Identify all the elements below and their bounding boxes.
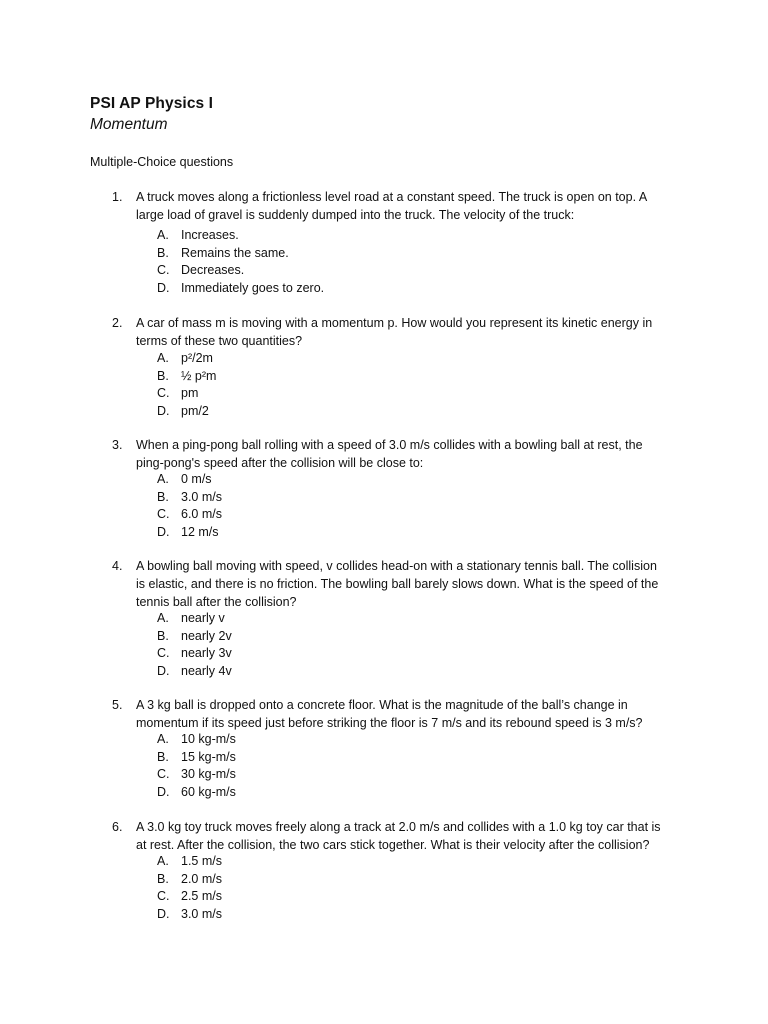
question-line: ping-pong's speed after the collision will be close to:	[136, 456, 424, 470]
choice-text: 6.0 m/s	[181, 507, 222, 521]
answer-choices	[157, 227, 324, 297]
choice-a	[157, 227, 324, 245]
choice-c	[157, 262, 324, 280]
document-subtitle: Momentum	[90, 116, 168, 133]
choice-text: 2.0 m/s	[181, 871, 222, 886]
choice-letter: B.	[157, 628, 169, 643]
question-line: large load of gravel is suddenly dumped into the truck. The velocity of the truck:	[136, 208, 575, 222]
choice-d	[157, 403, 216, 421]
answer-choices	[157, 350, 216, 420]
choice-b	[157, 489, 222, 507]
choice-b	[157, 871, 222, 889]
choice-text: nearly 2v	[181, 628, 232, 643]
section-heading: Multiple-Choice questions	[90, 155, 234, 169]
choice-letter: A.	[157, 472, 169, 486]
question-text	[136, 188, 681, 224]
choice-text: Decreases.	[181, 263, 245, 277]
choice-b	[157, 368, 216, 386]
choice-text: 12 m/s	[181, 524, 219, 539]
choice-c	[157, 645, 232, 663]
choice-letter: C.	[157, 646, 170, 660]
choice-letter: B.	[157, 489, 169, 504]
question-number: 2.	[112, 316, 123, 330]
choice-d	[157, 784, 236, 802]
question-text	[136, 818, 681, 854]
question-line: When a ping-pong ball rolling with a speed of 3.0 m/s collides with a bowling ball at rest, the	[136, 438, 643, 452]
choice-a	[157, 731, 236, 749]
choice-text: Immediately goes to zero.	[181, 280, 325, 295]
choice-text: nearly 3v	[181, 646, 232, 660]
choice-a	[157, 471, 222, 489]
choice-a	[157, 853, 222, 871]
choice-letter: C.	[157, 507, 170, 521]
question-line: terms of these two quantities?	[136, 334, 303, 348]
choice-text: 10 kg-m/s	[181, 732, 236, 746]
choice-text: ½ p²m	[181, 368, 217, 383]
choice-c	[157, 506, 222, 524]
question-number: 3.	[112, 438, 123, 452]
choice-letter: D.	[157, 280, 170, 295]
question-number: 1.	[112, 190, 123, 204]
choice-b	[157, 749, 236, 767]
question-line: tennis ball after the collision?	[136, 595, 297, 609]
choice-letter: B.	[157, 749, 169, 764]
question-number: 6.	[112, 820, 123, 834]
choice-letter: B.	[157, 871, 169, 886]
choice-text: 3.0 m/s	[181, 906, 222, 921]
choice-d	[157, 663, 232, 681]
answer-choices	[157, 853, 222, 923]
choice-text: 2.5 m/s	[181, 889, 222, 903]
question-line: A 3 kg ball is dropped onto a concrete floor. What is the magnitude of the ball’s change in	[136, 698, 628, 712]
document-title: PSI AP Physics I	[90, 95, 214, 112]
choice-letter: A.	[157, 351, 169, 365]
choice-text: pm/2	[181, 403, 209, 418]
choice-letter: C.	[157, 767, 170, 781]
choice-c	[157, 888, 222, 906]
choice-text: 1.5 m/s	[181, 854, 222, 868]
choice-letter: A.	[157, 854, 169, 868]
choice-a	[157, 350, 216, 368]
question-line: A bowling ball moving with speed, v collides head-on with a stationary tennis ball. The collision	[136, 559, 657, 573]
choice-d	[157, 524, 222, 542]
choice-letter: A.	[157, 732, 169, 746]
choice-letter: B.	[157, 368, 169, 383]
choice-c	[157, 766, 236, 784]
answer-choices	[157, 610, 232, 680]
choice-c	[157, 385, 216, 403]
question-line: A car of mass m is moving with a momentum p. How would you represent its kinetic energy in	[136, 316, 653, 330]
choice-letter: A.	[157, 611, 169, 625]
question-line: at rest. After the collision, the two cars stick together. What is their velocity after the collision?	[136, 838, 650, 852]
choice-d	[157, 280, 324, 298]
question-line: is elastic, and there is no friction. The bowling ball barely slows down. What is the speed of the	[136, 577, 659, 591]
question-text	[136, 436, 681, 472]
choice-letter: C.	[157, 386, 170, 400]
choice-text: 15 kg-m/s	[181, 749, 236, 764]
choice-text: nearly v	[181, 611, 225, 625]
answer-choices	[157, 731, 236, 801]
choice-text: pm	[181, 386, 199, 400]
question-line: A truck moves along a frictionless level road at a constant speed. The truck is open on top. A	[136, 190, 648, 204]
choice-d	[157, 906, 222, 924]
choice-text: 3.0 m/s	[181, 489, 222, 504]
choice-text: Remains the same.	[181, 245, 289, 260]
choice-letter: B.	[157, 245, 169, 260]
choice-text: 30 kg-m/s	[181, 767, 236, 781]
choice-letter: C.	[157, 889, 170, 903]
question-text	[136, 557, 681, 611]
choice-letter: D.	[157, 524, 170, 539]
choice-letter: A.	[157, 228, 169, 242]
question-number: 5.	[112, 698, 123, 712]
choice-letter: C.	[157, 263, 170, 277]
question-number: 4.	[112, 559, 123, 573]
question-text	[136, 314, 681, 350]
question-text	[136, 696, 681, 732]
question-line: A 3.0 kg toy truck moves freely along a track at 2.0 m/s and collides with a 1.0 kg toy car that is	[136, 820, 661, 834]
choice-b	[157, 628, 232, 646]
choice-letter: D.	[157, 663, 170, 678]
choice-letter: D.	[157, 784, 170, 799]
choice-b	[157, 245, 324, 263]
choice-letter: D.	[157, 403, 170, 418]
choice-text: nearly 4v	[181, 663, 232, 678]
answer-choices	[157, 471, 222, 541]
choice-letter: D.	[157, 906, 170, 921]
choice-text: p²/2m	[181, 351, 213, 365]
choice-a	[157, 610, 232, 628]
choice-text: Increases.	[181, 228, 239, 242]
question-line: momentum if its speed just before striking the floor is 7 m/s and its rebound speed is 3 m/s?	[136, 716, 643, 730]
choice-text: 0 m/s	[181, 472, 212, 486]
choice-text: 60 kg-m/s	[181, 784, 236, 799]
